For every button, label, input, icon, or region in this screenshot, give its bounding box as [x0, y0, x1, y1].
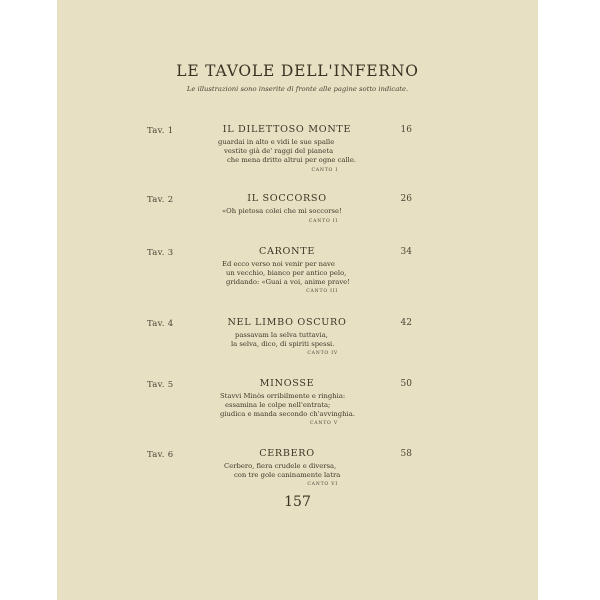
canto-reference: CANTO II: [308, 219, 338, 224]
plate-number: Tav. 1: [147, 126, 174, 136]
verse-line: guardai in alto e vidi le sue spalle: [218, 138, 335, 146]
plate-title: NEL LIMBO OSCURO: [227, 317, 347, 328]
plate-title: CARONTE: [258, 246, 316, 257]
verse-line: un vecchio, bianco per antico pelo,: [226, 269, 347, 277]
verse-line: che mena dritto altrui per ogne calle.: [227, 156, 357, 164]
plate-page-number: 42: [400, 318, 412, 328]
page-subtitle: Le illustrazioni sono inserite di fronte alle pagine sotto indicate.: [186, 85, 409, 93]
plate-number: Tav. 3: [147, 248, 174, 258]
plate-title: IL SOCCORSO: [247, 193, 327, 204]
plate-number: Tav. 6: [147, 450, 174, 460]
verse-line: con tre gole caninamente latra: [234, 471, 341, 479]
verse-line: essamina le colpe nell'entrata;: [225, 401, 331, 409]
canto-reference: CANTO V: [309, 421, 338, 426]
plate-page-number: 26: [400, 194, 412, 204]
plate-page-number: 34: [400, 247, 412, 257]
plate-page-number: 16: [400, 125, 412, 135]
book-page: [57, 0, 538, 600]
verse-line: vestite già de' raggi del pianeta: [224, 147, 334, 155]
plate-number: Tav. 5: [147, 380, 174, 390]
verse-line: giudica e manda secondo ch'avvinghia.: [220, 410, 355, 418]
canto-reference: CANTO I: [311, 168, 338, 173]
plate-page-number: 58: [400, 449, 412, 459]
plate-number: Tav. 2: [147, 195, 174, 205]
canto-reference: CANTO III: [306, 289, 338, 294]
plate-title: IL DILETTOSO MONTE: [222, 124, 352, 135]
verse-line: passavam la selva tuttavia,: [235, 331, 328, 339]
verse-line: «Oh pietosa colei che mi soccorse!: [222, 207, 342, 215]
canto-reference: CANTO VI: [307, 482, 338, 487]
verse-line: gridando: «Guai a voi, anime prave!: [226, 278, 350, 286]
folio-page-number: 157: [284, 494, 311, 510]
verse-line: Ed ecco verso noi venir per nave: [222, 260, 335, 268]
plate-number: Tav. 4: [147, 319, 174, 329]
verse-line: Stavvi Minòs orribilmente e ringhia:: [220, 392, 346, 400]
plate-page-number: 50: [400, 379, 412, 389]
plate-title: MINOSSE: [259, 378, 315, 389]
verse-line: la selva, dico, di spiriti spessi.: [231, 340, 335, 348]
canto-reference: CANTO IV: [307, 351, 338, 356]
verse-line: Cerbero, fiera crudele e diversa,: [224, 462, 337, 470]
plate-title: CERBERO: [259, 448, 315, 459]
page-title: LE TAVOLE DELL'INFERNO: [176, 62, 419, 80]
